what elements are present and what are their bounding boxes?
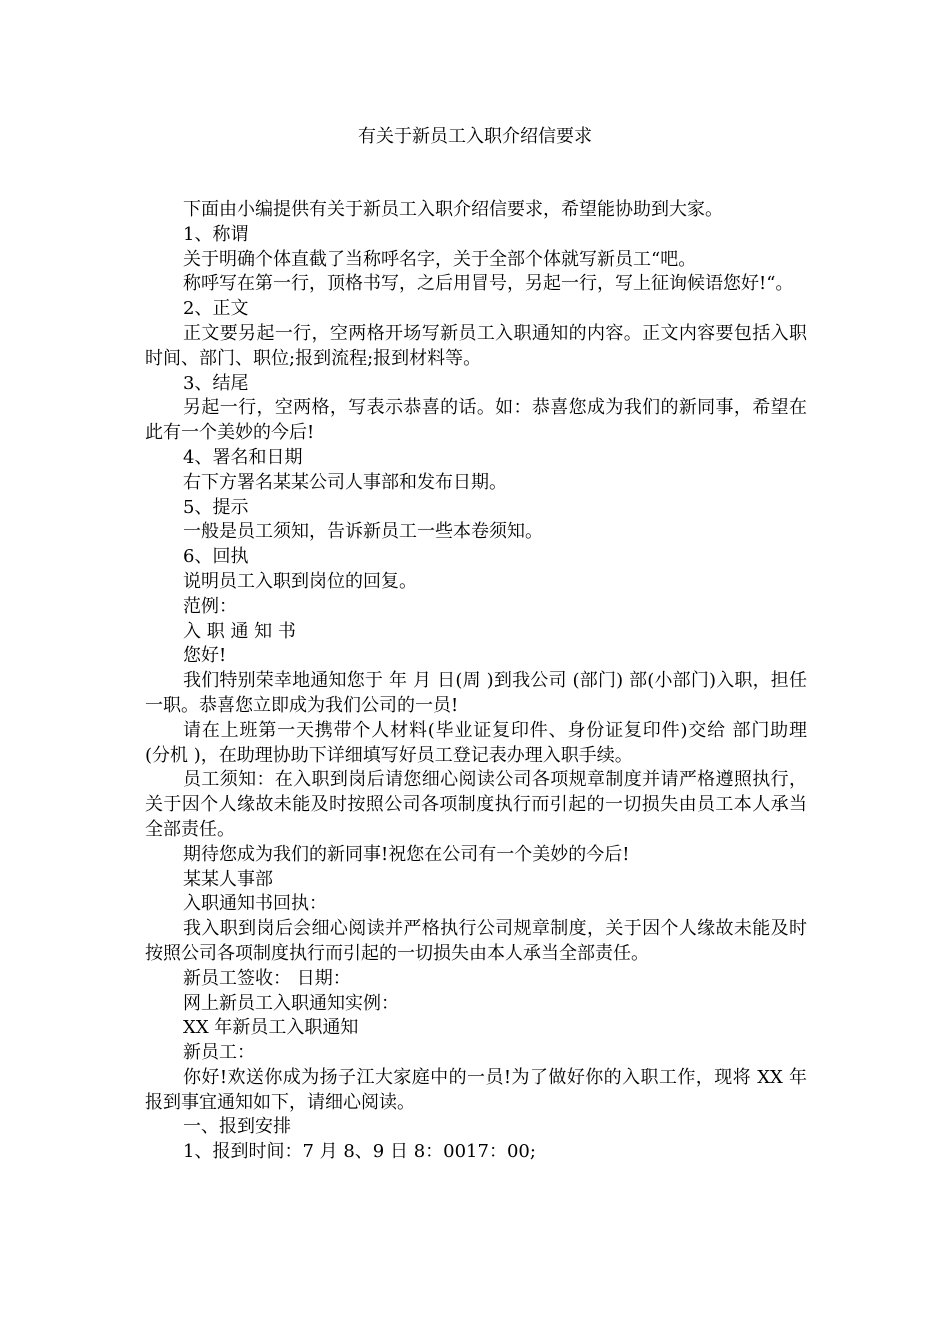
receipt-heading: 入职通知书回执：: [183, 893, 327, 915]
paragraph: 另起一行，空两格，写表示恭喜的话。如：恭喜您成为我们的新同事，希望在此有一个美妙的今后!: [145, 397, 807, 444]
paragraph: 我入职到岗后会细心阅读并严格执行公司规章制度，关于因个人缘故未能及时按照公司各项制度执行而引起的一切损失由本人承当全部责任。: [145, 918, 807, 964]
paragraph: 网上新员工入职通知实例：: [183, 992, 399, 1014]
signature: 某某人事部: [183, 868, 273, 890]
addressee: 新员工：: [183, 1042, 255, 1064]
paragraph: 右下方署名某某公司人事部和发布日期。: [183, 471, 507, 493]
document-title: 有关于新员工入职介绍信要求: [358, 126, 592, 147]
section-heading-receipt: 6、回执: [183, 546, 249, 568]
paragraph: 期待您成为我们的新同事!祝您在公司有一个美妙的今后!: [183, 843, 630, 865]
paragraph: 说明员工入职到岗位的回复。: [183, 570, 417, 592]
section-heading-signature-date: 4、署名和日期: [183, 446, 303, 468]
paragraph: 你好!欢送你成为扬子江大家庭中的一员!为了做好你的入职工作，现将 XX 年报到事宜通知如下，请细心阅读。: [145, 1066, 807, 1113]
paragraph: 员工须知：在入职到岗后请您细心阅读公司各项规章制度并请严格遵照执行，关于因个人缘故未能及时按照公司各项制度执行而引起的一切损失由员工本人承当全部责任。: [145, 769, 807, 840]
example-label: 范例：: [183, 595, 237, 617]
paragraph: 请在上班第一天携带个人材料(毕业证复印件、身份证复印件)交给 部门助理 (分机 )，在助理协助下详细填写好员工登记表办理入职手续。: [145, 719, 807, 766]
document-body: [145, 198, 807, 1165]
sign-line: 新员工签收： 日期：: [183, 967, 351, 989]
paragraph: 我们特别荣幸地通知您于 年 月 日(周 )到我公司 (部门) 部(小部门)入职，担任 一职。恭喜您立即成为我们公司的一员!: [145, 670, 807, 716]
paragraph: 1、报到时间：7 月 8、9 日 8：0017：00;: [183, 1141, 536, 1163]
section-heading-arrangement: 一、报到安排: [183, 1116, 291, 1138]
paragraph: 关于明确个体直截了当称呼名字，关于全部个体就写新员工“吧。: [183, 248, 697, 270]
notice-heading: 入 职 通 知 书: [183, 620, 296, 642]
intro-paragraph: 下面由小编提供有关于新员工入职介绍信要求，希望能协助到大家。: [183, 199, 723, 220]
section-heading-ending: 3、结尾: [183, 372, 249, 394]
section-heading-salutation: 1、称谓: [183, 223, 249, 245]
section-heading-tips: 5、提示: [183, 496, 249, 518]
paragraph: 一般是员工须知，告诉新员工一些本卷须知。: [183, 521, 543, 543]
paragraph: 正文要另起一行，空两格开场写新员工入职通知的内容。正文内容要包括入职时间、部门、职位;报到流程;报到材料等。: [145, 322, 807, 369]
notice-title: XX 年新员工入职通知: [183, 1017, 359, 1039]
greeting: 您好!: [183, 645, 227, 667]
paragraph: 称呼写在第一行，顶格书写，之后用冒号，另起一行，写上征询候语您好!“。: [183, 273, 794, 295]
section-heading-body: 2、正文: [183, 298, 249, 320]
